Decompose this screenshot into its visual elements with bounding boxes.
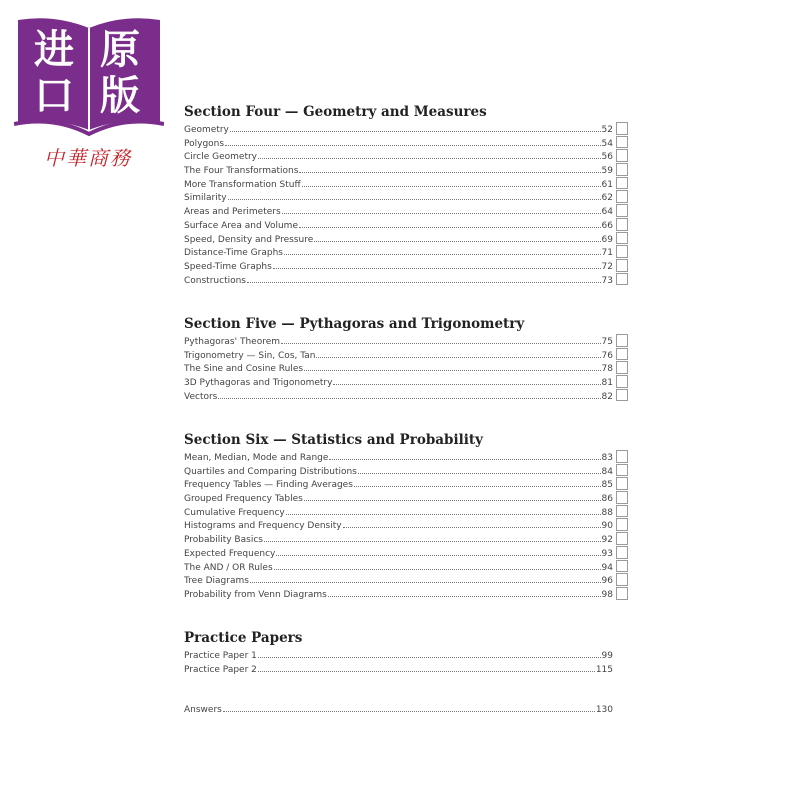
entry-title: Polygons xyxy=(184,138,225,149)
entry-title: Distance-Time Graphs xyxy=(184,248,283,259)
entry-title: Practice Paper 1 xyxy=(184,651,257,661)
section-six xyxy=(184,430,630,601)
entry-page: 93 xyxy=(601,548,613,559)
logo-char: 进 xyxy=(34,26,74,73)
entry-page: 115 xyxy=(595,664,613,675)
entry-title: Grouped Frequency Tables xyxy=(184,494,303,505)
progress-checkbox[interactable] xyxy=(616,532,628,545)
entry-page: 98 xyxy=(601,589,613,600)
dot-leader xyxy=(333,375,600,385)
toc-entry xyxy=(184,334,630,348)
progress-checkbox[interactable] xyxy=(616,389,628,402)
dot-leader xyxy=(286,505,601,515)
dot-leader xyxy=(258,662,595,672)
dot-leader xyxy=(304,491,601,501)
entry-page: 76 xyxy=(601,350,613,361)
logo-char: 原 xyxy=(100,26,140,73)
dot-leader xyxy=(304,361,600,371)
dot-leader xyxy=(250,573,601,583)
entry-page: 52 xyxy=(601,125,613,135)
dot-leader xyxy=(273,259,601,269)
toc-entry xyxy=(184,546,630,560)
entry-page: 61 xyxy=(601,179,613,190)
section-five xyxy=(184,314,630,402)
entry-title: Circle Geometry xyxy=(184,152,258,163)
progress-checkbox[interactable] xyxy=(616,218,628,231)
toc-entry xyxy=(184,648,630,662)
toc-entry xyxy=(184,273,630,287)
entry-page: 72 xyxy=(601,261,613,272)
progress-checkbox[interactable] xyxy=(616,190,628,203)
progress-checkbox[interactable] xyxy=(616,177,628,190)
progress-checkbox[interactable] xyxy=(616,259,628,272)
toc-entry xyxy=(184,491,630,505)
section-four xyxy=(184,102,630,286)
entry-title: Trigonometry — Sin, Cos, Tan xyxy=(184,350,316,361)
entry-title: Speed-Time Graphs xyxy=(184,261,272,272)
toc-entry xyxy=(184,245,630,259)
entry-page: 56 xyxy=(601,152,613,163)
toc-entry xyxy=(184,662,630,676)
entry-title: Similarity xyxy=(184,193,227,204)
entry-title: Quartiles and Comparing Distributions xyxy=(184,466,357,477)
progress-checkbox[interactable] xyxy=(616,163,628,176)
toc-entry xyxy=(184,204,630,218)
entry-title: Answers xyxy=(184,705,222,715)
entry-title: Geometry xyxy=(184,125,229,135)
entry-title: More Transformation Stuff xyxy=(184,179,301,190)
progress-checkbox[interactable] xyxy=(616,518,628,531)
dot-leader xyxy=(274,560,601,570)
dot-leader xyxy=(343,518,601,528)
entry-page: 73 xyxy=(601,275,613,286)
logo-subtitle: 中華商務 xyxy=(44,146,132,170)
dot-leader xyxy=(299,163,600,173)
progress-checkbox[interactable] xyxy=(616,136,628,149)
entry-title: Mean, Median, Mode and Range xyxy=(184,453,329,463)
entry-page: 64 xyxy=(601,207,613,218)
section-title: Section Four — Geometry and Measures xyxy=(184,104,487,120)
entry-page: 81 xyxy=(601,378,613,389)
dot-leader xyxy=(358,464,601,474)
dot-leader xyxy=(302,177,601,187)
dot-leader xyxy=(230,122,601,132)
entry-title: Constructions xyxy=(184,275,246,286)
dot-leader xyxy=(223,702,595,712)
entry-title: The AND / OR Rules xyxy=(184,562,273,573)
toc-entry xyxy=(184,477,630,491)
toc-entry xyxy=(184,560,630,574)
progress-checkbox[interactable] xyxy=(616,204,628,217)
dot-leader xyxy=(316,348,600,358)
dot-leader xyxy=(247,273,601,283)
section-title: Section Six — Statistics and Probability xyxy=(184,432,483,448)
entry-page: 54 xyxy=(601,138,613,149)
dot-leader xyxy=(282,204,601,214)
dot-leader xyxy=(258,149,601,159)
progress-checkbox[interactable] xyxy=(616,573,628,586)
dot-leader xyxy=(314,232,600,242)
logo-char: 口 xyxy=(34,72,74,119)
progress-checkbox[interactable] xyxy=(616,273,628,286)
entry-page: 83 xyxy=(601,453,613,463)
entry-page: 86 xyxy=(601,494,613,505)
entry-page: 99 xyxy=(601,651,613,661)
toc-entry xyxy=(184,587,630,601)
progress-checkbox[interactable] xyxy=(616,450,628,463)
progress-checkbox[interactable] xyxy=(616,560,628,573)
progress-checkbox[interactable] xyxy=(616,375,628,388)
entry-page: 62 xyxy=(601,193,613,204)
progress-checkbox[interactable] xyxy=(616,505,628,518)
entry-page: 85 xyxy=(601,480,613,491)
dot-leader xyxy=(299,218,601,228)
dot-leader xyxy=(329,450,600,460)
toc-entry xyxy=(184,163,630,177)
progress-checkbox[interactable] xyxy=(616,491,628,504)
entry-title: Frequency Tables — Finding Averages xyxy=(184,480,353,491)
toc-entry xyxy=(184,375,630,389)
entry-page: 84 xyxy=(601,466,613,477)
toc-entry-answers xyxy=(184,702,630,716)
entry-page: 66 xyxy=(601,220,613,231)
toc-entry xyxy=(184,177,630,191)
entry-title: Probability Basics xyxy=(184,535,263,546)
entry-page: 59 xyxy=(601,166,613,177)
entry-title: Expected Frequency xyxy=(184,548,276,559)
entry-title: Cumulative Frequency xyxy=(184,507,285,518)
toc-entry xyxy=(184,573,630,587)
entry-title: 3D Pythagoras and Trigonometry xyxy=(184,378,333,389)
entry-title: Tree Diagrams xyxy=(184,576,249,587)
section-title: Section Five — Pythagoras and Trigonometry xyxy=(184,316,525,332)
toc-entry xyxy=(184,518,630,532)
entry-title: Vectors xyxy=(184,391,218,402)
entry-page: 92 xyxy=(601,535,613,546)
entry-page: 130 xyxy=(595,705,613,715)
progress-checkbox[interactable] xyxy=(616,245,628,258)
entry-title: The Sine and Cosine Rules xyxy=(184,364,304,375)
progress-checkbox[interactable] xyxy=(616,546,628,559)
entry-title: Probability from Venn Diagrams xyxy=(184,589,327,600)
toc-entry xyxy=(184,218,630,232)
dot-leader xyxy=(225,136,600,146)
dot-leader xyxy=(354,477,601,487)
entry-page: 75 xyxy=(601,337,613,347)
entry-title: Histograms and Frequency Density xyxy=(184,521,342,532)
entry-page: 96 xyxy=(601,576,613,587)
entry-title: Areas and Perimeters xyxy=(184,207,281,218)
toc-entry xyxy=(184,389,630,403)
progress-checkbox[interactable] xyxy=(616,149,628,162)
entry-page: 69 xyxy=(601,234,613,245)
progress-checkbox[interactable] xyxy=(616,361,628,374)
section-title: Practice Papers xyxy=(184,630,303,646)
toc-entry xyxy=(184,149,630,163)
entry-title: Pythagoras' Theorem xyxy=(184,337,281,347)
logo-char: 版 xyxy=(100,72,140,119)
entry-title: The Four Transformations xyxy=(184,166,299,177)
toc-entry xyxy=(184,532,630,546)
entry-page: 88 xyxy=(601,507,613,518)
entry-title: Practice Paper 2 xyxy=(184,664,257,675)
toc-entry xyxy=(184,361,630,375)
practice-papers-section xyxy=(184,628,630,675)
toc-entry xyxy=(184,450,630,464)
dot-leader xyxy=(328,587,601,597)
entry-title: Speed, Density and Pressure xyxy=(184,234,314,245)
dot-leader xyxy=(228,190,601,200)
progress-checkbox[interactable] xyxy=(616,122,628,135)
answers-section xyxy=(184,702,630,716)
dot-leader xyxy=(281,334,601,344)
entry-title: Surface Area and Volume xyxy=(184,220,298,231)
toc-entry xyxy=(184,505,630,519)
dot-leader xyxy=(276,546,600,556)
toc-entry xyxy=(184,259,630,273)
dot-leader xyxy=(284,245,601,255)
toc-entry xyxy=(184,348,630,362)
progress-checkbox[interactable] xyxy=(616,477,628,490)
toc-entry xyxy=(184,190,630,204)
progress-checkbox[interactable] xyxy=(616,587,628,600)
dot-leader xyxy=(218,389,600,399)
progress-checkbox[interactable] xyxy=(616,464,628,477)
logo xyxy=(14,12,164,172)
toc-entry xyxy=(184,232,630,246)
toc-entry xyxy=(184,136,630,150)
entry-page: 78 xyxy=(601,364,613,375)
progress-checkbox[interactable] xyxy=(616,334,628,347)
toc-entry xyxy=(184,464,630,478)
toc-entry xyxy=(184,122,630,136)
progress-checkbox[interactable] xyxy=(616,232,628,245)
dot-leader xyxy=(264,532,601,542)
progress-checkbox[interactable] xyxy=(616,348,628,361)
entry-page: 71 xyxy=(601,248,613,259)
entry-page: 94 xyxy=(601,562,613,573)
dot-leader xyxy=(258,648,601,658)
entry-page: 90 xyxy=(601,521,613,532)
entry-page: 82 xyxy=(601,391,613,402)
